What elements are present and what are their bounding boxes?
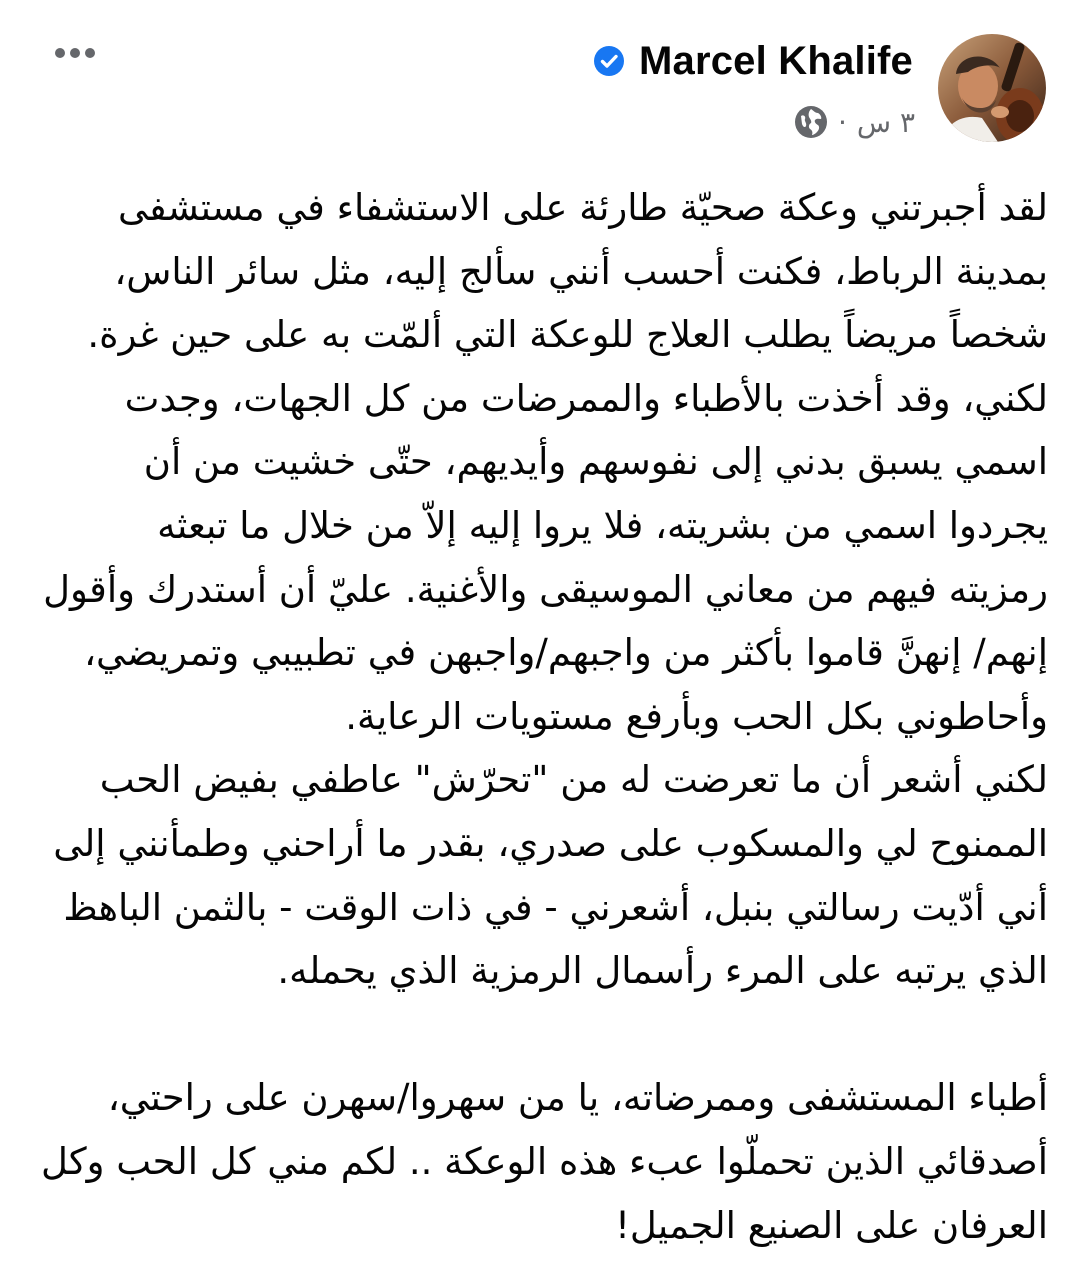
more-options-icon-dot [70,48,80,58]
more-options-button[interactable] [50,38,100,68]
post-text-line: لكني، وقد أخذت بالأطباء والممرضات من كل الجهات، وجدت [124,376,1048,420]
post-text-line: العرفان على الصنيع الجميل! [615,1203,1048,1247]
author-name[interactable]: Marcel Khalife [638,38,913,83]
post-text-line: يجردوا اسمي من بشريته، فلا يروا إليه إلاّ من خلال ما تبعثه [157,503,1048,547]
post-text-line: أطباء المستشفى وممرضاته، يا من سهروا/سهرن على راحتي، [107,1076,1048,1120]
paragraph-gap [30,1003,1048,1067]
post-header [0,0,1080,160]
post-text-line: أصدقائي الذين تحملّوا عبء هذه الوعكة .. لكم مني كل الحب وكل [41,1139,1048,1183]
post-text-line: إنهم/ إنهنَّ قاموا بأكثر من واجبهم/واجبهن في تطبيبي وتمريضي، [84,631,1048,675]
meta-separator: · [837,105,847,139]
post-text-line: أني أدّيت رسالتي بنبل، أشعرني - في ذات الوقت - بالثمن الباهظ [63,885,1048,929]
more-options-icon [55,48,65,58]
post-text-line: الممنوح لي والمسكوب على صدري، بقدر ما أراحني وطمأنني إلى [53,821,1048,865]
post-paragraph [30,1066,1048,1257]
avatar[interactable] [938,34,1046,142]
post-paragraph [30,176,1048,1003]
post-meta [794,102,915,142]
profile-photo [938,34,1046,142]
post-text-line: لقد أجبرتني وعكة صحيّة طارئة على الاستشفاء في مستشفى [118,186,1048,229]
post-text-line: اسمي يسبق بدني إلى نفوسهم وأيديهم، حتّى خشيت من أن [143,440,1048,484]
post-text [30,176,1048,1257]
post-text-line: بمدينة الرباط، فكنت أحسب أنني سألج إليه، مثل سائر الناس، [114,249,1048,293]
post-text-line: رمزيته فيهم من معاني الموسيقى والأغنية. عليّ أن أستدرك وأقول [43,567,1048,611]
post-text-line: وأحاطوني بكل الحب وبأرفع مستويات الرعاية. [345,694,1048,738]
verified-badge-icon [593,45,625,77]
author-line [593,36,913,86]
more-options-icon-dot [85,48,95,58]
post-text-line: الذي يرتبه على المرء رأسمال الرمزية الذي يحمله. [277,949,1048,993]
post-text-line: لكني أشعر أن ما تعرضت له من "تحرّش" عاطفي بفيض الحب [99,758,1048,802]
globe-icon[interactable] [794,105,828,139]
post-text-line: شخصاً مريضاً يطلب العلاج للوعكة التي ألمّت به على حين غرة. [87,313,1048,357]
post-timestamp[interactable]: ٣ س [856,105,915,139]
